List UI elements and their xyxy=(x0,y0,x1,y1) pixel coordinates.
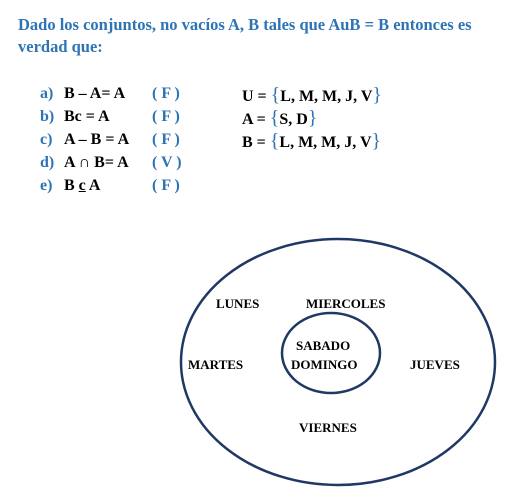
brace-open-icon: { xyxy=(269,130,280,152)
option-answer: ( F ) xyxy=(152,108,180,125)
venn-sabado: SABADO xyxy=(296,338,351,353)
question-text: Dado los conjuntos, no vacíos A, B tales que AuB = B entonces es verdad que: xyxy=(18,15,472,56)
set-a-label: A = xyxy=(242,111,266,128)
set-b-elements: L, M, M, J, V xyxy=(279,134,372,151)
option-statement: Bc = A xyxy=(64,108,110,125)
option-answer: ( F ) xyxy=(152,85,180,102)
option-statement: B – A= A xyxy=(64,85,126,102)
set-b-label: B = xyxy=(242,134,266,151)
option-letter: c) xyxy=(40,131,53,148)
venn-jueves: JUEVES xyxy=(410,357,460,372)
brace-close-icon: } xyxy=(371,130,382,152)
set-u-label: U = xyxy=(242,88,267,105)
option-answer: ( F ) xyxy=(152,177,180,194)
venn-miercoles: MIERCOLES xyxy=(306,296,386,311)
option-statement: A ∩ B= A xyxy=(64,154,129,171)
set-u-elements: L, M, M, J, V xyxy=(280,88,373,105)
brace-open-icon: { xyxy=(270,84,281,106)
brace-open-icon: { xyxy=(269,107,280,129)
venn-domingo: DOMINGO xyxy=(291,357,358,372)
option-letter: b) xyxy=(40,108,55,125)
statement-a: A xyxy=(88,177,101,194)
venn-viernes: VIERNES xyxy=(299,420,357,435)
option-letter: d) xyxy=(40,154,55,171)
subset-symbol: c xyxy=(78,177,86,194)
option-statement: A – B = A xyxy=(64,131,130,148)
option-answer: ( V ) xyxy=(152,154,182,171)
brace-close-icon: } xyxy=(307,107,318,129)
venn-martes: MARTES xyxy=(188,357,244,372)
option-letter: a) xyxy=(40,85,54,102)
brace-close-icon: } xyxy=(372,84,383,106)
option-answer: ( F ) xyxy=(152,131,180,148)
statement-b: B xyxy=(64,177,75,194)
option-letter: e) xyxy=(40,177,53,194)
set-a-elements: S, D xyxy=(279,111,308,128)
venn-lunes: LUNES xyxy=(216,296,260,311)
